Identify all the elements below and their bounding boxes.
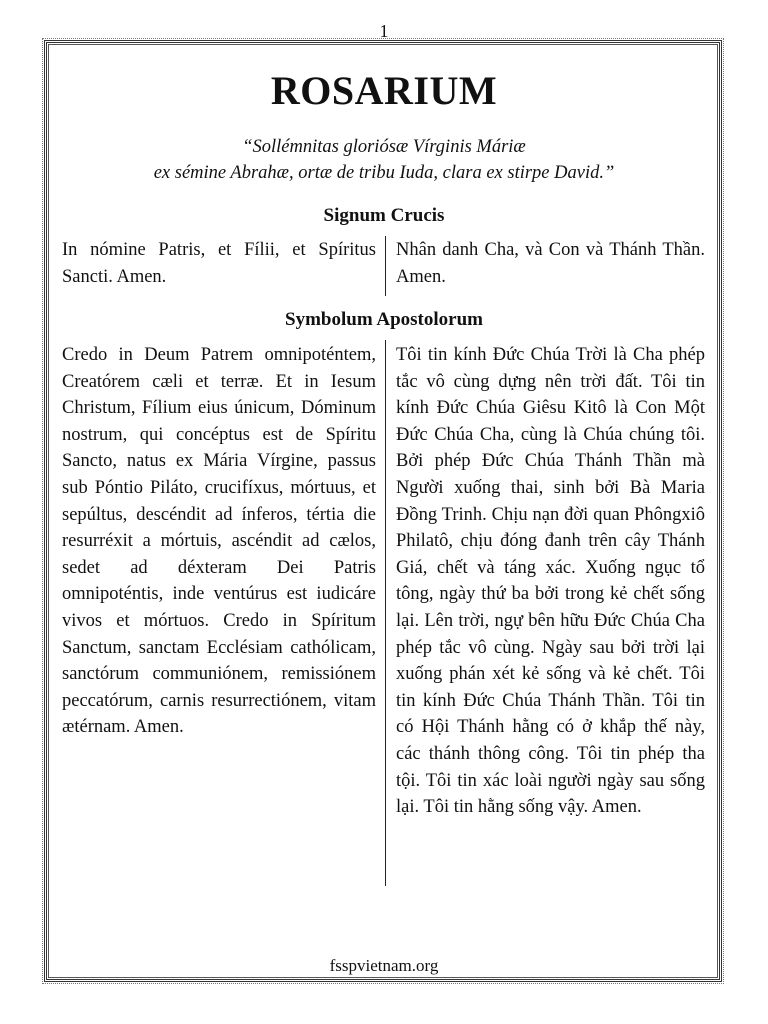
footer-website: fsspvietnam.org — [329, 956, 439, 975]
signum-crucis-latin-text: In nómine Patris, et Fílii, et Spíritus Sancti. Amen. — [62, 240, 376, 287]
column-divider — [385, 236, 386, 296]
quote-line-2: ex sémine Abrahæ, ortæ de tribu Iuda, clara ex stirpe David.” — [153, 163, 615, 183]
symbolum-vietnamese-text: Tôi tin kính Đức Chúa Trời là Cha phép tắc vô cùng dựng nên trời đất. Tôi tin kính Đức Chúa Giêsu Kitô là Con Một Đức Chúa Cha, cùng là Chúa chúng tôi. Bởi phép Đức Chúa Thánh Thần mà Người xuống thai, sinh bởi Bà Maria Đồng Trinh. Chịu nạn đời quan Phôngxiô Philatô, chịu đóng đanh trên cây Thánh Giá, chết và táng xác. Xuống ngục tổ tông, ngày thứ ba bởi trong kẻ chết sống lại. Lên trời, ngự bên hữu Đức Chúa Cha phép tắc vô cùng. Ngày sau bởi trời lại xuống phán xét kẻ sống và kẻ chết. Tôi tin kính Đức Chúa Thánh Thần. Tôi tin có Hội Thánh hằng có ở khắp thế này, các thánh thông công. Tôi tin phép tha tội. Tôi tin xác loài người ngày sau sống lại. Tôi tin hằng sống vậy. Amen. — [396, 345, 705, 818]
symbolum-latin-text: Credo in Deum Patrem omnipoténtem, Creatórem cæli et terræ. Et in Iesum Christum, Fílium eius únicum, Dóminum nostrum, qui concéptus est de Spíritu Sancto, natus ex Mária Vírgine, passus sub Póntio Piláto, crucifíxus, mórtuus, et sepúltus, descéndit ad ínferos, tértia die resurréxit a mórtuis, ascéndit ad cælos, sedet ad déxteram Dei Patris omnipoténtis, inde ventúrus est iudicáre vivos et mórtuos. Credo in Spíritum Sanctum, sanctam Ecclésiam cathólicam, sanctórum communiónem, remissiónem peccatórum, carnis resurrectiónem, vitam ætérnam. Amen. — [62, 345, 376, 738]
section-heading-signum-crucis: Signum Crucis — [323, 205, 445, 226]
page-title: ROSARIUM — [270, 68, 498, 113]
signum-crucis-vietnamese-text: Nhân danh Cha, và Con và Thánh Thần. Amen. — [396, 240, 705, 287]
page-number: 1 — [379, 21, 389, 41]
epigraph-quote — [60, 134, 708, 186]
quote-line-1: “Sollémnitas gloriósæ Vírginis Máriæ — [242, 137, 526, 157]
section-heading-symbolum: Symbolum Apostolorum — [285, 309, 483, 330]
column-divider — [385, 340, 386, 886]
